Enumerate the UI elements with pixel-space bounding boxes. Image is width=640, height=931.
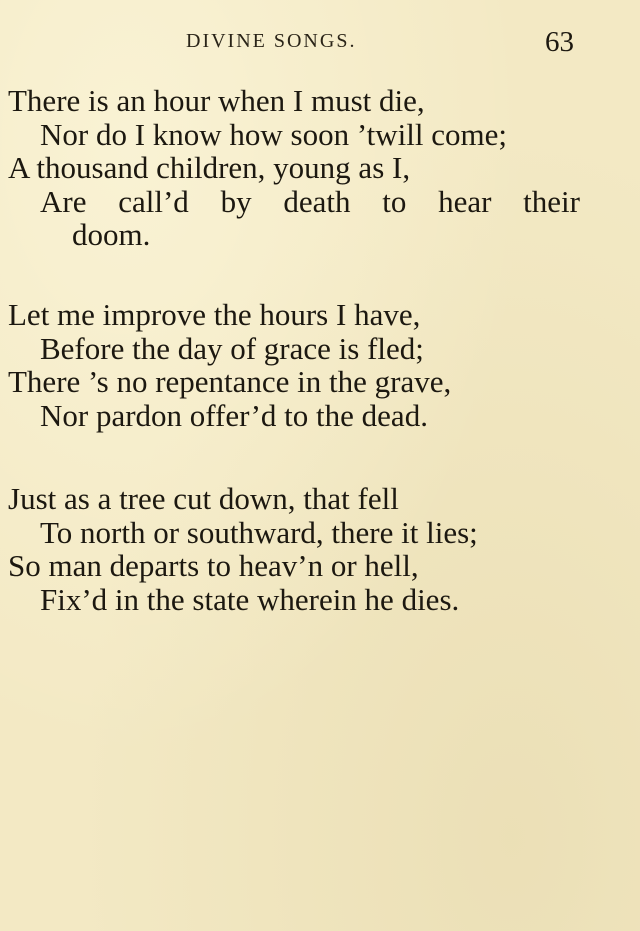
stanza-2 (8, 298, 618, 432)
verse-line: There is an hour when I must die, (8, 83, 425, 118)
verse-line-continuation: doom. (72, 217, 151, 252)
verse-word: to (382, 183, 407, 219)
verse-word: call’d (118, 183, 189, 219)
page-number: 63 (545, 26, 574, 58)
verse-word: by (220, 183, 252, 219)
stanza-3 (8, 482, 618, 616)
verse-line: To north or southward, there it lies; (40, 514, 478, 550)
verse-word: Are (40, 183, 87, 219)
verse-line (8, 185, 580, 219)
verse-line: So man departs to heav’n or hell, (8, 548, 419, 583)
verse-word: hear (438, 183, 492, 219)
verse-word: their (523, 183, 580, 219)
verse-line: Nor do I know how soon ’twill come; (40, 116, 507, 152)
verse-line: Nor pardon offer’d to the dead. (40, 397, 428, 433)
verse-line: Fix’d in the state wherein he dies. (40, 581, 460, 617)
running-title: DIVINE SONGS. (186, 30, 357, 52)
stanza-1 (8, 84, 618, 252)
verse-line: Let me improve the hours I have, (8, 297, 421, 332)
verse-line: Before the day of grace is fled; (40, 330, 424, 366)
verse-line: Just as a tree cut down, that fell (8, 481, 399, 516)
verse-line: There ’s no repentance in the grave, (8, 364, 452, 399)
verse-word: death (283, 183, 351, 219)
verse-line: A thousand children, young as I, (8, 150, 411, 185)
